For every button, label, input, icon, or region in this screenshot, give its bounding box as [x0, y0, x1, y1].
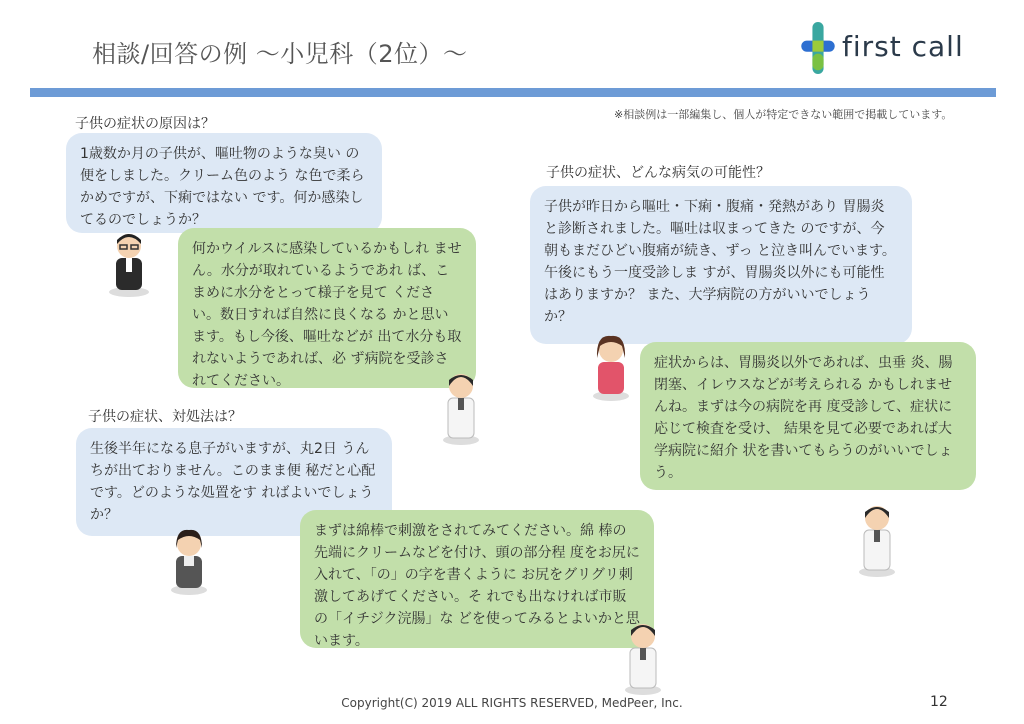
copyright-footer: Copyright(C) 2019 ALL RIGHTS RESERVED, MedPeer, Inc. [341, 696, 683, 710]
case-1-answer-text: 何かウイルスに感染しているかもしれ ません。水分が取れているようであれ ば、こまめに水分をとって様子を見て ください。数日すれば自然に良くなる かと思います。もし今後、嘔吐などが 出て水分も取れないようであれば、必 ず病院を受診されてください。 [192, 241, 462, 389]
case-3-question-bubble [530, 186, 912, 344]
first-call-logo-icon [800, 22, 836, 74]
mother-pink-avatar-icon [586, 332, 636, 402]
case-1-question-bubble [66, 133, 382, 233]
doctor-avatar-icon [436, 368, 486, 446]
case-2-answer-bubble [300, 510, 654, 648]
page-title: 相談/回答の例 ～小児科（2位）～ [92, 40, 468, 68]
case-1-question-text: 1歳数か月の子供が、嘔吐物のような臭い の便をしました。クリーム色のよう な色で柔らかめですが、下痢ではない です。何か感染してるのでしょうか？ [80, 146, 365, 228]
father-avatar-icon [104, 228, 154, 298]
case-3-question-text: 子供が昨日から嘔吐・下痢・腹痛・発熱があり 胃腸炎と診断されました。嘔吐は収まってきた のですが、今朝もまだひどい腹痛が続き、ずっ と泣き叫んでいます。午後にもう一度受診しま すが、胃腸炎以外にも可能性はありますか？ また、大学病院の方がいいでしょうか？ [544, 199, 896, 325]
header-divider [30, 88, 996, 97]
doctor-avatar-icon [618, 618, 668, 696]
case-3-heading: 子供の症状、どんな病気の可能性？ [546, 165, 770, 181]
brand-name: first call [842, 30, 964, 63]
editorial-note: ※相談例は一部編集し、個人が特定できない範囲で掲載しています。 [614, 108, 953, 121]
page-number: 12 [930, 694, 948, 710]
case-2-answer-text: まずは綿棒で刺激をされてみてください。綿 棒の先端にクリームなどを付け、頭の部分程 度をお尻に入れて、「の」の字を書くように お尻をグリグリ刺激してあげてください。そ れでも出なければ市販の「イチジク浣腸」な どを使ってみるとよいかと思います。 [314, 523, 640, 649]
case-1-answer-bubble [178, 228, 476, 388]
case-3-answer-text: 症状からは、胃腸炎以外であれば、虫垂 炎、腸閉塞、イレウスなどが考えられる かもしれませんね。まずは今の病院を再 度受診して、症状に応じて検査を受け、 結果を見て必要であれば大学病院に紹介 状を書いてもらうのがいいでしょう。 [654, 355, 953, 481]
case-2-heading: 子供の症状、対処法は？ [88, 409, 242, 425]
case-3-answer-bubble [640, 342, 976, 490]
case-1-heading: 子供の症状の原因は？ [75, 116, 215, 132]
mother-avatar-icon [164, 526, 214, 596]
doctor-avatar-icon [852, 500, 902, 578]
case-2-question-text: 生後半年になる息子がいますが、丸2日 うんちが出ておりません。このまま便 秘だと心配です。どのような処置をす ればよいでしょうか？ [90, 441, 376, 523]
